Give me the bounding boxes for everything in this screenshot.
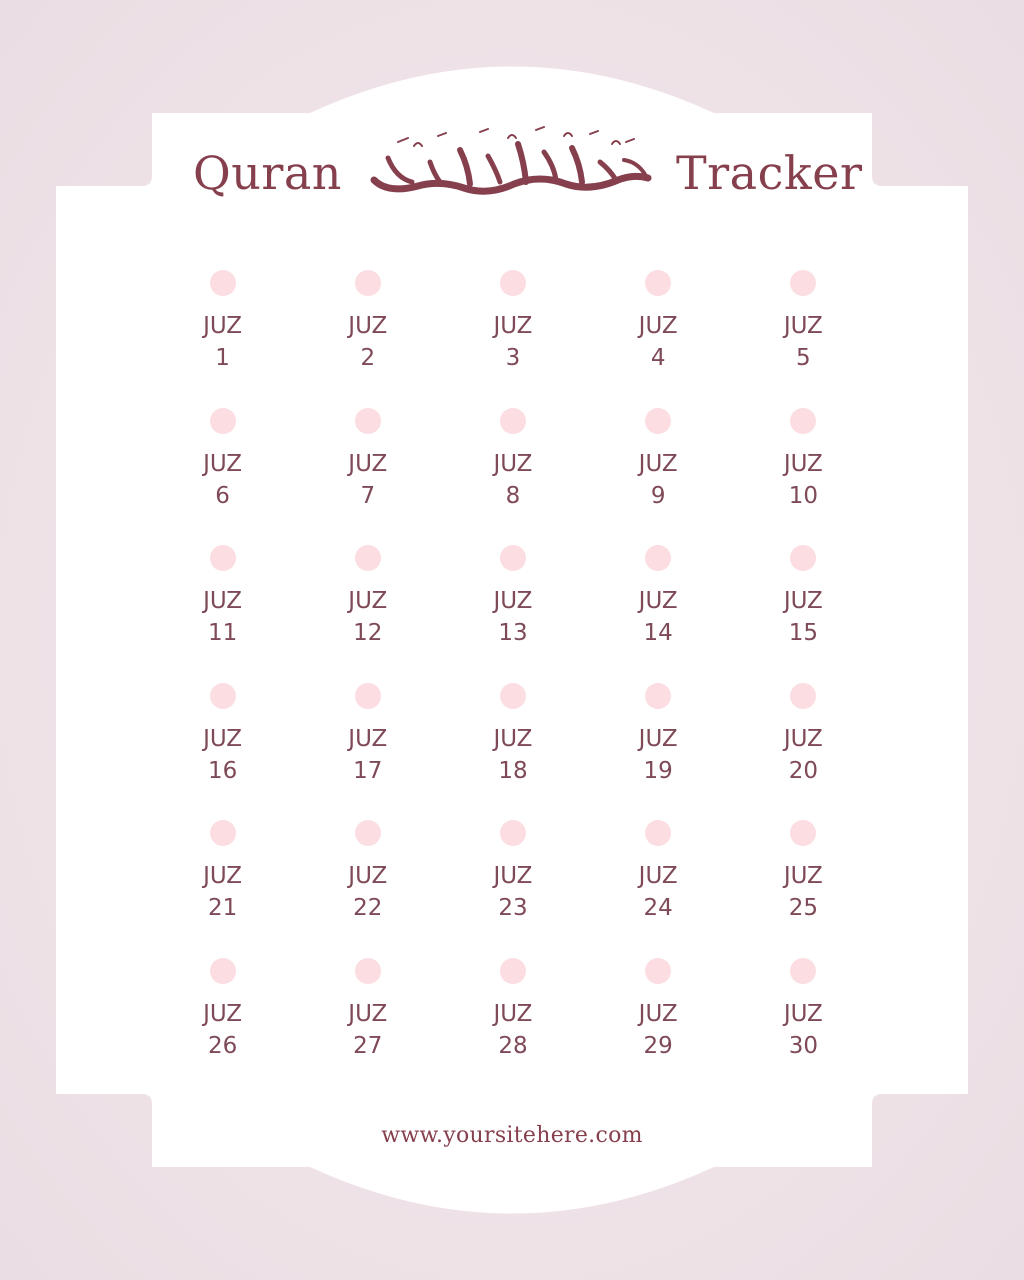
juz-label: JUZ [348, 313, 388, 339]
juz-number: 9 [650, 482, 666, 509]
juz-label: JUZ [783, 588, 823, 615]
juz-label: JUZ [638, 1000, 678, 1027]
juz-label: JUZ [203, 863, 243, 890]
juz-item [295, 408, 440, 546]
juz-label: JUZ [783, 725, 823, 752]
checkbox-dot[interactable] [790, 958, 816, 984]
checkbox-dot[interactable] [355, 958, 381, 984]
juz-number: 24 [643, 895, 673, 922]
juz-item [295, 270, 440, 408]
juz-number: 6 [215, 482, 230, 509]
juz-item [440, 958, 585, 1096]
juz-item [586, 270, 731, 408]
juz-number: 22 [353, 895, 383, 922]
juz-number: 15 [788, 620, 818, 647]
checkbox-dot[interactable] [210, 820, 236, 846]
checkbox-dot[interactable] [645, 408, 671, 434]
checkbox-dot[interactable] [790, 683, 816, 709]
juz-number: 11 [207, 620, 238, 647]
juz-item [586, 545, 731, 683]
juz-number: 20 [788, 757, 818, 784]
checkbox-dot[interactable] [210, 683, 236, 709]
juz-item [440, 545, 585, 683]
checkbox-dot[interactable] [500, 408, 526, 434]
juz-label: JUZ [638, 450, 678, 477]
juz-label: JUZ [783, 313, 823, 339]
checkbox-dot[interactable] [500, 270, 526, 296]
title-tracker: Tracker [676, 146, 863, 200]
title-quran: Quran [193, 146, 342, 200]
juz-label: JUZ [493, 863, 533, 890]
juz-label: JUZ [638, 725, 678, 752]
juz-label: JUZ [348, 450, 388, 477]
juz-label: JUZ [493, 588, 533, 615]
juz-label: JUZ [203, 450, 243, 477]
juz-item [586, 820, 731, 958]
juz-label: JUZ [203, 1000, 243, 1027]
juz-label: JUZ [203, 313, 243, 339]
checkbox-dot[interactable] [210, 408, 236, 434]
juz-number: 28 [498, 1032, 528, 1059]
juz-label: JUZ [493, 450, 533, 477]
juz-number: 5 [796, 345, 811, 371]
juz-label: JUZ [203, 725, 243, 752]
juz-item [440, 408, 585, 546]
juz-item [150, 545, 295, 683]
juz-label: JUZ [783, 450, 823, 477]
checkbox-dot[interactable] [500, 545, 526, 571]
checkbox-dot[interactable] [500, 820, 526, 846]
checkbox-dot[interactable] [355, 270, 381, 296]
juz-label: JUZ [348, 588, 388, 615]
juz-item [440, 270, 585, 408]
juz-tracker-grid [150, 270, 876, 1096]
juz-item [731, 683, 876, 821]
juz-number: 3 [505, 345, 521, 371]
juz-item [731, 408, 876, 546]
juz-label: JUZ [493, 1000, 533, 1027]
juz-number: 2 [360, 345, 376, 371]
checkbox-dot[interactable] [645, 545, 671, 571]
checkbox-dot[interactable] [500, 958, 526, 984]
checkbox-dot[interactable] [645, 683, 671, 709]
checkbox-dot[interactable] [500, 683, 526, 709]
juz-item [150, 820, 295, 958]
website-url: www.yoursitehere.com [381, 1123, 643, 1148]
checkbox-dot[interactable] [355, 408, 381, 434]
juz-number: 14 [643, 620, 673, 647]
juz-item [440, 683, 585, 821]
juz-number: 12 [353, 620, 383, 647]
juz-item [295, 545, 440, 683]
checkbox-dot[interactable] [790, 545, 816, 571]
checkbox-dot[interactable] [645, 270, 671, 296]
juz-number: 26 [207, 1032, 238, 1059]
checkbox-dot[interactable] [210, 270, 236, 296]
juz-item [295, 820, 440, 958]
juz-item [150, 958, 295, 1096]
juz-item [295, 958, 440, 1096]
checkbox-dot[interactable] [355, 683, 381, 709]
checkbox-dot[interactable] [355, 545, 381, 571]
juz-item [731, 958, 876, 1096]
juz-number: 8 [505, 482, 521, 509]
juz-number: 7 [360, 482, 376, 509]
juz-number: 17 [353, 757, 383, 784]
juz-label: JUZ [783, 863, 823, 890]
juz-item [586, 958, 731, 1096]
juz-item [150, 408, 295, 546]
juz-number: 23 [498, 895, 528, 922]
juz-label: JUZ [638, 863, 678, 890]
juz-number: 18 [498, 757, 528, 784]
juz-item [150, 683, 295, 821]
juz-number: 21 [207, 895, 238, 922]
juz-item [731, 270, 876, 408]
juz-label: JUZ [493, 313, 533, 339]
juz-number: 10 [788, 482, 818, 509]
juz-item [150, 270, 295, 408]
juz-number: 27 [353, 1032, 383, 1059]
checkbox-dot[interactable] [645, 958, 671, 984]
juz-number: 1 [215, 345, 230, 371]
juz-label: JUZ [493, 725, 533, 752]
juz-number: 4 [650, 345, 666, 371]
juz-number: 16 [207, 757, 238, 784]
juz-item [731, 820, 876, 958]
checkbox-dot[interactable] [210, 545, 236, 571]
juz-label: JUZ [638, 313, 678, 339]
juz-number: 19 [643, 757, 673, 784]
juz-number: 30 [788, 1032, 818, 1059]
juz-item [586, 408, 731, 546]
juz-number: 29 [643, 1032, 673, 1059]
checkbox-dot[interactable] [790, 408, 816, 434]
juz-item [586, 683, 731, 821]
checkbox-dot[interactable] [210, 958, 236, 984]
juz-label: JUZ [638, 588, 678, 615]
checkbox-dot[interactable] [355, 820, 381, 846]
ramadan-kareem-calligraphy [368, 122, 652, 214]
juz-label: JUZ [348, 1000, 388, 1027]
juz-item [295, 683, 440, 821]
checkbox-dot[interactable] [790, 270, 816, 296]
juz-item [440, 820, 585, 958]
juz-label: JUZ [783, 1000, 823, 1027]
juz-item [731, 545, 876, 683]
juz-label: JUZ [348, 863, 388, 890]
checkbox-dot[interactable] [645, 820, 671, 846]
juz-number: 13 [498, 620, 528, 647]
juz-label: JUZ [348, 725, 388, 752]
juz-label: JUZ [203, 588, 243, 615]
juz-number: 25 [788, 895, 818, 922]
checkbox-dot[interactable] [790, 820, 816, 846]
